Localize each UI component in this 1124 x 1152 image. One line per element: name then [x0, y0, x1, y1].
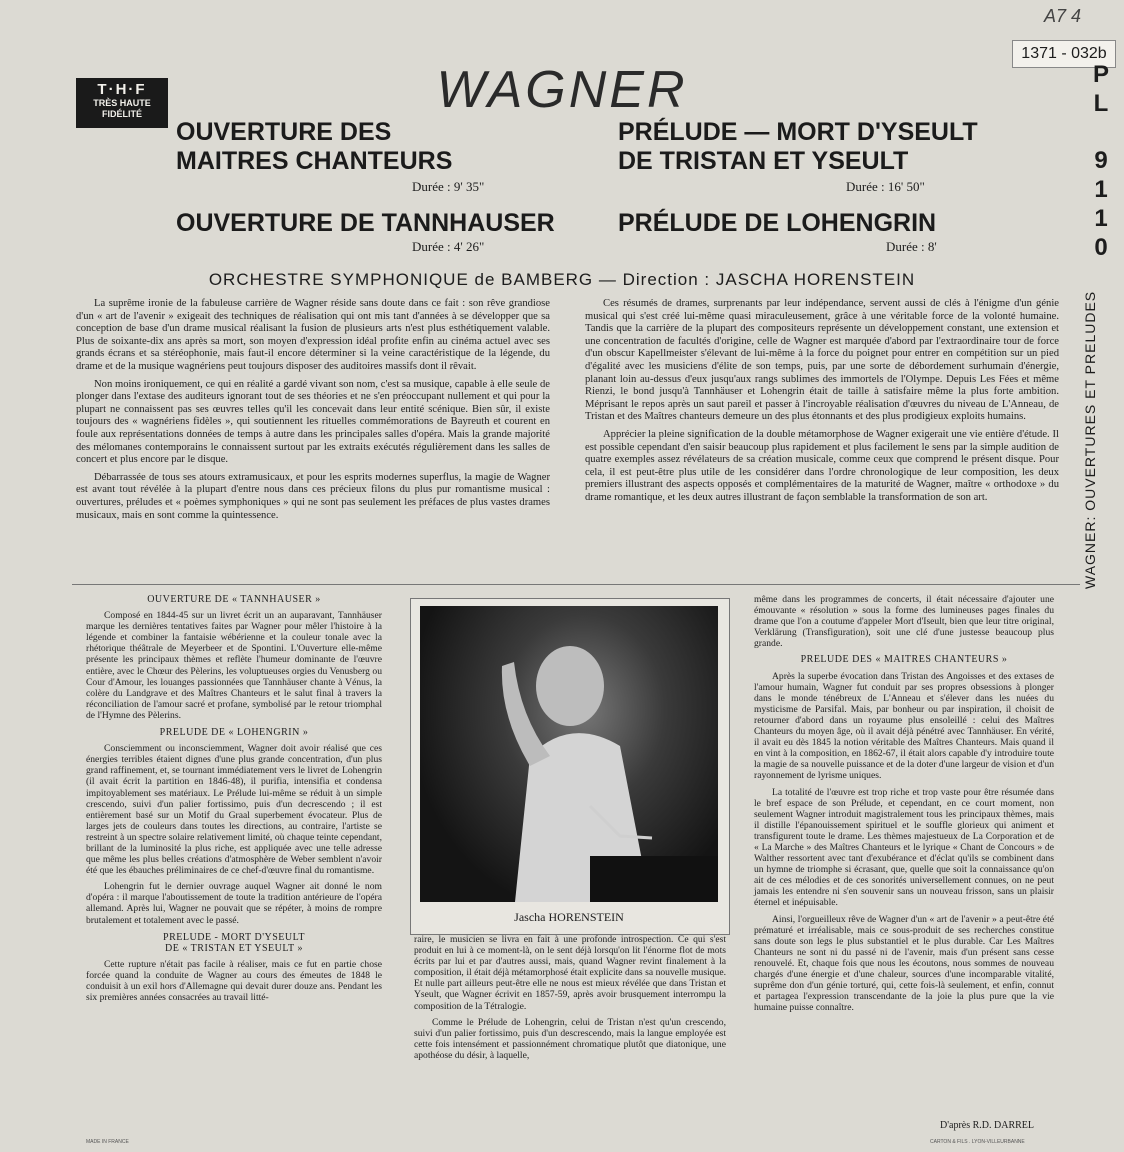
piece-title-meistersinger — [176, 118, 452, 176]
notes-left-column — [86, 594, 382, 1008]
thf-logo-line2: TRÈS HAUTE — [93, 98, 151, 108]
notes-middle-column — [414, 934, 726, 1066]
paragraph: Apprécier la pleine signification de la double métamorphose de Wagner exigerait une vie entière d'étude. Il est possible cependant d'en saisir beaucoup plus rapidement et plus facilement le sens par la simple audition de quatre exemples assez révélateurs de sa création musicale, comme ceux que comprend le présent disque. Pour cela, il est peut-être plus utile de les considérer dans l'ordre chronologique de leur composition, les deux premiers illustrant des aspects opposés et complémentaires de la maturité de Wagner, maître « orthodoxe » du drame romantique, et les deux autres illustrant de façon semblable la transformation de son art. — [585, 428, 1059, 503]
handwritten-note: A7 4 — [1044, 6, 1082, 26]
piece-title-line: MAITRES CHANTEURS — [176, 147, 453, 175]
paragraph: Non moins ironiquement, ce qui en réalité a gardé vivant son nom, c'est sa musique, capable à elle seule de plonger dans l'extase des auditeurs ignorant tout de ses théories et ne s'en préoccupant nullement et qui pour la plupart ne connaissent pas ses œuvres telles qu'il les concevait dans leur entité scénique. Bien sûr, il existe toujours des « wagnériens fidèles », qui soutiennent les rituelles commémorations de Bayreuth et courent en foule aux représentations données de temps à autre dans les principales salles d'opéra. Mais la grande majorité des mélomanes contemporains le connaissent surtout par les extraits exécutés régulièrement dans les salles de concert et plus encore par le disque. — [76, 378, 550, 466]
paragraph: raire, le musicien se livra en fait à une profonde introspection. Ce qui s'est produit en lui à ce moment-là, on le sent déjà lorsqu'on lit l'énorme flot de mots écrits par lui et par d'autres aussi, mais, quand Wagner revint finalement à la composition, il était déjà métamorphosé était explicite dans sa nouvelle musique. Et nulle part ailleurs peut-être elle ne nous est mieux révélée que dans Tristan et Yseult, que Wagner écrivit en 1857-59, après avoir brusquement interrompu la composition de la Tétralogie. — [414, 934, 726, 1012]
paragraph: Ainsi, l'orgueilleux rêve de Wagner d'un « art de l'avenir » a peut-être été prématuré et irréalisable, mais ce sous-produit de ses recherches constitue sans doute son legs le plus substantiel et le plus durable. Car Les Maîtres Chanteurs ne sont ni du passé ni de l'avenir, mais d'un présent sans cesse renouvelé. Et, chaque fois que nous les écoutons, nous sommes de nouveau chargés d'une énergie et d'une chaleur, sources d'une incomparable vitalité, suprême don d'un génie torturé, qui, cette fois-là seulement, et enfin, connut et partagea l'expression transcendante de la joie la plus pure que la vie humaine puisse connaître. — [754, 913, 1054, 1014]
paragraph: Consciemment ou inconsciemment, Wagner doit avoir réalisé que ces énergies terribles étaient dignes d'une plus grande concentration, d'un plus grand raffinement, et, se tournant immédiatement vers le livret de Lohengrin (il avait écrit la partition en 1846-48), il purifia, intensifia et condensa impitoyablement ses matériaux. Le Prélude lui-même se réduit à un simple crescendo, suivi d'un palier fortissimo, puis d'un decrescendo ; il est entièrement basé sur un Motif du Graal superbement évocateur. Plus de larges jets de couleurs dans toutes les directions, au contraire, l'artiste se restreint à un spectre solaire relativement limité, où chaque teinte cependant, brillant de la luminosité la plus riche, est appliquée avec une telle adresse que même les plus belles créations d'atmosphère de Weber semblent n'avoir été que les ébauches préliminaires de ce chef-d'œuvre final du romantisme. — [86, 743, 382, 877]
piece-duration: Durée : 4' 26" — [412, 239, 485, 254]
thf-logo-line3: FIDÉLITÉ — [102, 109, 142, 119]
piece-duration: Durée : 8' — [886, 239, 937, 254]
piece-title-tannhauser: OUVERTURE DE TANNHAUSER — [176, 209, 555, 237]
made-in-france: MADE IN FRANCE — [86, 1139, 129, 1145]
composer-title: WAGNER — [436, 61, 688, 119]
paragraph: Composé en 1844-45 sur un livret écrit un an auparavant, Tannhäuser marque les dernières tentatives faites par Wagner pour mêler l'histoire à la légende et combiner la fantaisie wébérienne et la couleur tonale avec la rhétorique théâtrale de Meyerbeer et de Spontini. L'Ouverture elle-même présente les principaux thèmes et reflète l'humeur dominante de l'œuvre entière, avec le Chœur des Pèlerins, les voluptueuses orgies du Venusberg ou Cour d'Amour, les louanges passionnées que Tannhäuser chante à Vénus, la colère du Landgrave et des Maîtres Chanteurs et le salut final à travers la réconciliation de l'amour sacré et profane, symbolisé par le retour triomphal de l'Hymne des Pèlerins. — [86, 610, 382, 721]
catalog-char: 0 — [1094, 234, 1108, 261]
piece-duration: Durée : 16' 50" — [846, 179, 925, 194]
paragraph: Cette rupture n'était pas facile à réaliser, mais ce fut en partie chose forcée quand la conduite de Wagner au cours des émeutes de 1848 le conduisit à un exil hors d'Allemagne qui devait durer douze ans. Pendant les six premières années consacrées au travail litté- — [86, 958, 382, 1004]
spine-title: WAGNER: OUVERTURES ET PRELUDES — [1082, 290, 1098, 590]
paragraph: Lohengrin fut le dernier ouvrage auquel Wagner ait donné le nom d'opéra : il marque l'aboutissement de toute la tradition antérieure de l'opéra allemand. Après lui, Wagner ne pouvait que se répéter, à moins de rompre brutalement et totalement avec le passé. — [86, 881, 382, 926]
catalog-char: 9 — [1094, 147, 1108, 174]
piece-title-lohengrin: PRÉLUDE DE LOHENGRIN — [618, 209, 937, 237]
conductor-silhouette — [420, 606, 718, 902]
section-heading: OUVERTURE DE « TANNHAUSER » — [147, 594, 321, 605]
piece-title-line: PRÉLUDE — MORT D'YSEULT — [618, 118, 978, 146]
intro-left-column — [76, 298, 550, 527]
catalog-char: 1 — [1094, 205, 1108, 232]
section-divider — [72, 584, 1080, 585]
section-heading: DE « TRISTAN ET YSEULT » — [165, 942, 303, 954]
section-heading: PRELUDE DE « LOHENGRIN » — [159, 727, 309, 739]
author-signature: D'après R.D. DARREL — [940, 1120, 1035, 1131]
piece-title-tristan — [618, 118, 978, 176]
piece-duration: Durée : 9' 35" — [412, 179, 485, 194]
catalog-char: L — [1093, 90, 1109, 117]
catalog-char: P — [1092, 61, 1109, 88]
catalog-char: 1 — [1094, 176, 1108, 203]
printer-credit: CARTON & FILS . LYON-VILLEURBANNE — [930, 1139, 1025, 1145]
paragraph: Après la superbe évocation dans Tristan des Angoisses et des extases de l'amour humain, Wagner fut conduit par ses propres obsessions à plonger dans le monde ténébreux de L'Anneau et s'élever dans les nuées du mysticisme de Parsifal. Mais, par bonheur ou par inspiration, il choisit de retourner d'abord dans un royaume plus ensoleillé : celui des Maîtres Chanteurs du moyen âge, où il avait déjà pénétré avec Tannhäuser. En vérité, il avait eu dès 1845 la notion véritable des Maîtres Chanteurs. Mais quand il en vint à la composition, en 1862-67, il était alors capable d'y introduire toute la magie de sa nouvelle puissance et de la doter d'une largeur de vision et d'un rayonnement de lyrisme uniques. — [754, 670, 1054, 782]
paragraph: Ces résumés de drames, surprenants par leur indépendance, servent aussi de clés à l'énigme d'un génie musical qui s'est créé lui-même quasi miraculeusement, grâce à une véritable force de la volonté humaine. Tandis que la carrière de la plupart des compositeurs représente un développement constant, une extension et une concentration de facultés d'origine, celle de Wagner est marquée d'abord par l'extraordinaire tour de force d'un obscur Kapellmeister s'élevant de lui-même à la force du poignet pour entrer en compétition sur un pied d'égalité avec les musiciens d'élite de son temps, puis, par une sorte de débordement surhumain d'énergie, planant loin au-dessus d'eux jusqu'aux rangs sublimes des immortels de l'Olympe. Depuis Les Fées et même Rienzi, le bond jusqu'à Tannhäuser et Lohengrin était de taille à satisfaire même la plus forte ambition. Méprisant le repos après un saut pareil et passer à l'incroyable réalisation d'œuvres du niveau de L'Anneau, de Tristan et des Maîtres chanteurs demeure un des plus étonnants et des plus prodigieux exploits humains. — [585, 298, 1059, 423]
piece-title-line: DE TRISTAN ET YSEULT — [618, 147, 909, 175]
section-heading: PRELUDE DES « MAITRES CHANTEURS » — [800, 654, 1008, 666]
paragraph: La totalité de l'œuvre est trop riche et trop vaste pour être résumée dans le bref espace de son Prélude, et cependant, en ce court moment, non seulement Wagner introduit magistralement tous les principaux thèmes, mais il distille l'épanouissement spirituel et le souffle glorieux qui animent et transfigurent toute le drame. Les thèmes majestueux de La Corporation et de « La Marche » des Maîtres Chanteurs et le lyrique « Chant de Concours » de Walther ressortent avec tant d'exubérance et d'éclat qu'ils se combinent dans un hymne de triomphe si écrasant, que, quelle que soit la connaissance qu'on ait de ces mélodies et de ces sonorités universellement connues, on ne peut jamais les entendre ni s'en souvenir sans un nouveau frisson, sans un plaisir éternel et inépuisable. — [754, 786, 1054, 909]
catalog-sticker: 1371 - 032b — [1012, 40, 1116, 68]
paragraph: même dans les programmes de concerts, il était nécessaire d'ajouter une émouvante « résolution » sous la forme des lumineuses pages finales du drame que l'on a coutume d'appeler Mort d'Iseult, bien que leur titre original, Verklärung (Transfiguration), soit une clé d'une justesse beaucoup plus grande. — [754, 594, 1054, 650]
thf-logo-line1: T·H·F — [97, 81, 147, 98]
intro-right-column — [585, 298, 1059, 510]
piece-title-line: OUVERTURE DES — [176, 118, 392, 146]
notes-right-column — [754, 594, 1054, 1018]
catalog-number — [1078, 60, 1124, 262]
paragraph: La suprême ironie de la fabuleuse carrière de Wagner réside sans doute dans ce fait : son rêve grandiose d'un « art de l'avenir » exigeait des techniques de réalisation qui ont mis tant d'années à se développer que sa conception de base d'un drame musical réalisant la fusion de plusieurs arts n'est plus esthétiquement valable. Plus de soixante-dix ans après sa mort, son moyen d'expression idéal profite enfin au cinéma actuel avec ses grands écrans et sa stéréophonie, mais faut-il encore déterminer si la veine caractéristique de la légende, du drame et de la musique wagnériens peut toujours disposer des auditoires massifs dont il rêvait. — [76, 298, 550, 372]
paragraph: Comme le Prélude de Lohengrin, celui de Tristan n'est qu'un crescendo, suivi d'un palier fortissimo, puis d'un descrescendo, mais la langue employée est cette fois intensément et passionnément chromatique plutôt que diatonique, une apothéose du désir, à laquelle, — [414, 1016, 726, 1061]
photo-caption: Jascha HORENSTEIN — [514, 910, 624, 924]
paragraph: Débarrassée de tous ses atours extramusicaux, et pour les esprits modernes superflus, la magie de Wagner est avant tout révélée à la plupart d'entre nous dans ces précieux filons du plus pur romantisme musical : ouvertures, préludes et « poèmes symphoniques » qui ne sont pas seulement les préfaces de plus vastes drames musicaux, mais en sont comme la quintessence. — [76, 471, 550, 521]
orchestra-credit: ORCHESTRE SYMPHONIQUE de BAMBERG — Direction : JASCHA HORENSTEIN — [208, 270, 916, 289]
section-heading: PRELUDE - MORT D'YSEULT — [163, 931, 305, 943]
conductor-photo — [420, 606, 718, 902]
